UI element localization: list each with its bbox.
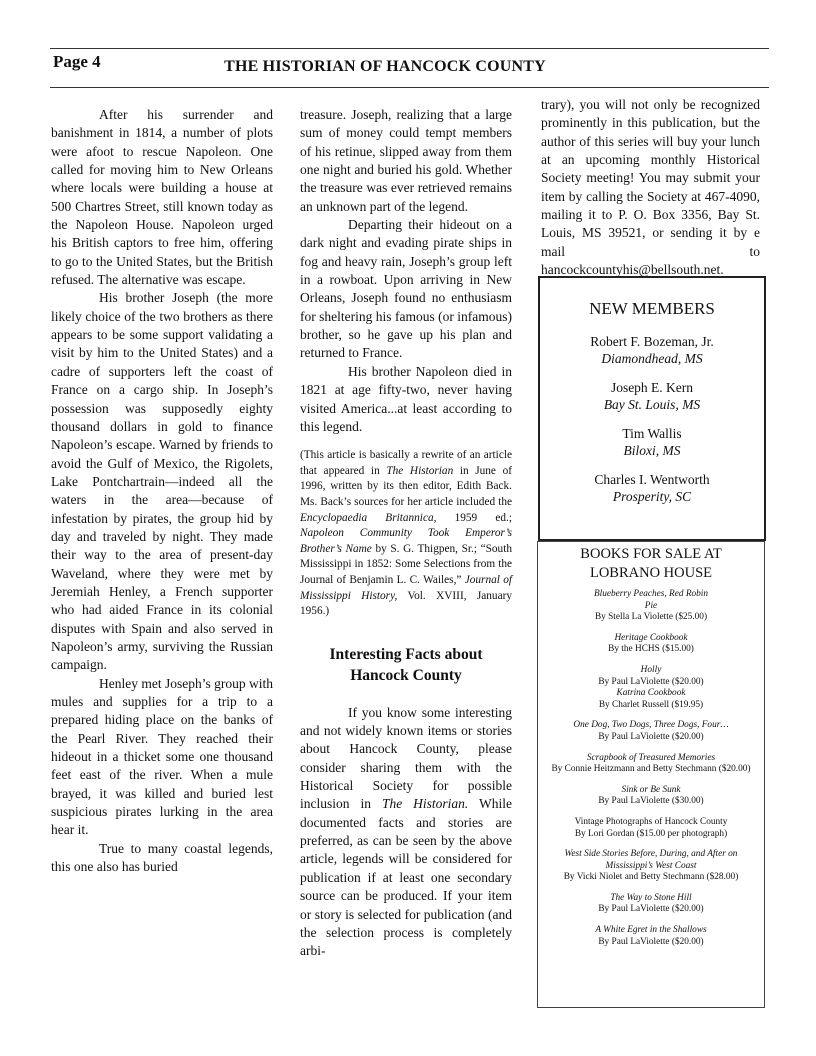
book-author: By Paul LaViolette ($20.00) [598, 731, 704, 742]
member-name: Robert F. Bozeman, Jr. [590, 334, 714, 349]
member-name: Joseph E. Kern [610, 380, 694, 395]
publication-title: THE HISTORIAN OF HANCOCK COUNTY [224, 58, 546, 75]
paragraph: After his surrender and banishment in 1814, a number of plots were afoot to rescue Napoleon. One called for moving him to New Orleans where locals were building a house at 500 Chartres Street, still known today as the Napoleon House. Napoleon urged his British captors to free him, offering to go to the United States, but the British refused. The alternative was escape. [51, 107, 273, 288]
book-item [538, 925, 764, 948]
book-item [538, 893, 764, 916]
article-column-2 [300, 106, 512, 961]
book-item [538, 665, 764, 688]
new-members-heading: NEW MEMBERS [589, 299, 715, 318]
book-author: By Paul LaViolette ($20.00) [598, 936, 704, 947]
article-column-3 [541, 96, 760, 279]
paragraph: Henley met Joseph’s group with mules and supplies for a trip to a prepared hiding place on the banks of the Pearl River. They reached their hideout in a thicket some one thousand feet east of the river. When a mule brayed, it was killed and buried lest suspicious pirates lurking in the area hear it. [51, 675, 273, 838]
book-title: Katrina Cookbook [616, 688, 686, 699]
member-entry [540, 333, 764, 367]
header-top-rule [50, 48, 769, 49]
book-item [538, 720, 764, 743]
paragraph: His brother Napoleon died in 1821 at age fifty-two, never having visited America...at least according to this legend. [300, 363, 512, 434]
member-place: Diamondhead, MS [601, 351, 703, 366]
member-place: Bay St. Louis, MS [603, 397, 701, 412]
book-title: West Side Stories Before, During, and After on Mississippi’s West Coast [564, 849, 738, 871]
book-author: By Paul LaViolette ($20.00) [598, 676, 704, 687]
book-item [538, 849, 764, 884]
section-heading: Interesting Facts about Hancock County [329, 645, 483, 684]
book-author: By Stella La Violette ($25.00) [594, 612, 708, 623]
article-column-1 [51, 106, 273, 876]
book-title: Sink or Be Sunk [621, 784, 681, 795]
book-title: One Dog, Two Dogs, Three Dogs, Four… [573, 720, 729, 731]
paragraph: True to many coastal legends, this one also has buried [51, 840, 273, 875]
book-title: Blueberry Peaches, Red Robin Pie [593, 589, 709, 611]
book-author: By Vicki Niolet and Betty Stechmann ($28.00) [563, 872, 739, 883]
book-title: The Way to Stone Hill [610, 892, 692, 903]
member-place: Biloxi, MS [623, 443, 681, 458]
book-item [538, 633, 764, 656]
book-author: By Charlet Russell ($19.95) [598, 699, 704, 710]
books-heading: BOOKS FOR SALE AT LOBRANO HOUSE [580, 546, 722, 581]
book-author: By Connie Heitzmann and Betty Stechmann ($20.00) [551, 764, 751, 775]
book-item [538, 785, 764, 808]
paragraph: His brother Joseph (the more likely choice of the two brothers as there appears to be some support validating a visit by him to the United States) and a cadre of supporters left the coast of France on a cargo ship. In Joseph’s possession was supposedly eighty thousand dollars in gold to finance Napoleon’s escape. Warned by friends to avoid the Gulf of Mexico, the Rigolets, Lake Pontchartrain—indeed all the waters in the area—because of infestation by pirates, the group hid by day and traveled by night. They made their way to the area of present-day Waveland, where they were met by Jeremiah Henley, a French supporter who had aided France in its colonial disputes with Spain and also served in Napoleon’s army, surviving the Russian campaign. [51, 290, 273, 673]
source-note: (This article is basically a rewrite of an article that appeared in The Historian in June of 1996, written by its then editor, Edith Back. Ms. Back’s sources for her article included the Encyclopaedia Britannica, 1959 ed.; Napoleon Community Took Emperor’s Brother’s Name by S. G. Thigpen, Sr.; “South Mississippi in 1852: Some Selections from the Journal of Benjamin L. C. Wailes,” Journal of Mississippi History, Vol. XVIII, January 1956.) [300, 449, 513, 618]
page-number: Page 4 [53, 52, 101, 71]
book-author: By Lori Gordan ($15.00 per photograph) [574, 828, 728, 839]
member-entry [540, 471, 764, 505]
book-title: Heritage Cookbook [614, 632, 688, 643]
member-entry [540, 425, 764, 459]
book-author: By the HCHS ($15.00) [608, 644, 694, 655]
book-title: A White Egret in the Shallows [595, 925, 707, 936]
book-title: Holly [640, 664, 662, 675]
book-item [538, 753, 764, 776]
paragraph: Departing their hideout on a dark night and evading pirate ships in fog and heavy rain, Joseph’s group left in a rowboat. Upon arriving in New Orleans, Joseph found no enthusiasm for sheltering his famous (or infamous) brother, so he gave up his plan and returned to France. [300, 217, 512, 361]
paragraph: If you know some interesting and not widely known items or stories about Hancock County, please consider sharing them with the Historical Society for possible inclusion in The Historian. While documented facts and stories are preferred, as can be seen by the above article, legends will be considered for publication if at least one secondary source can be produced. If your item or story is selected for publication (and the selection process is completely arbi- [300, 704, 513, 959]
paragraph: trary), you will not only be recognized prominently in this publication, but the author of this series will buy your lunch at an upcoming monthly Historical Society meeting! You may submit your item by calling the Society at 467-4090, mailing it to P. O. Box 3356, Bay St. Louis, MS 39521, or sending it by e mail to hancockcountyhis@bellsouth.net. [541, 97, 760, 278]
member-name: Charles I. Wentworth [594, 472, 710, 487]
book-author: By Paul LaViolette ($20.00) [598, 904, 704, 915]
book-author: By Paul LaViolette ($30.00) [598, 796, 704, 807]
member-place: Prosperity, SC [612, 489, 692, 504]
book-item [538, 589, 764, 624]
header-bottom-rule [50, 87, 769, 88]
books-for-sale-box [537, 541, 765, 1008]
book-title: Vintage Photographs of Hancock County [574, 816, 728, 827]
new-members-box [538, 276, 766, 541]
book-item [538, 688, 764, 711]
member-entry [540, 379, 764, 413]
book-title: Scrapbook of Treasured Memories [586, 752, 716, 763]
member-name: Tim Wallis [622, 426, 682, 441]
book-item [538, 817, 764, 840]
paragraph: treasure. Joseph, realizing that a large sum of money could tempt members of his retinue, slipped away from them one night and buried his gold. Whether the treasure was ever retrieved remains an unknown part of the legend. [300, 107, 512, 214]
